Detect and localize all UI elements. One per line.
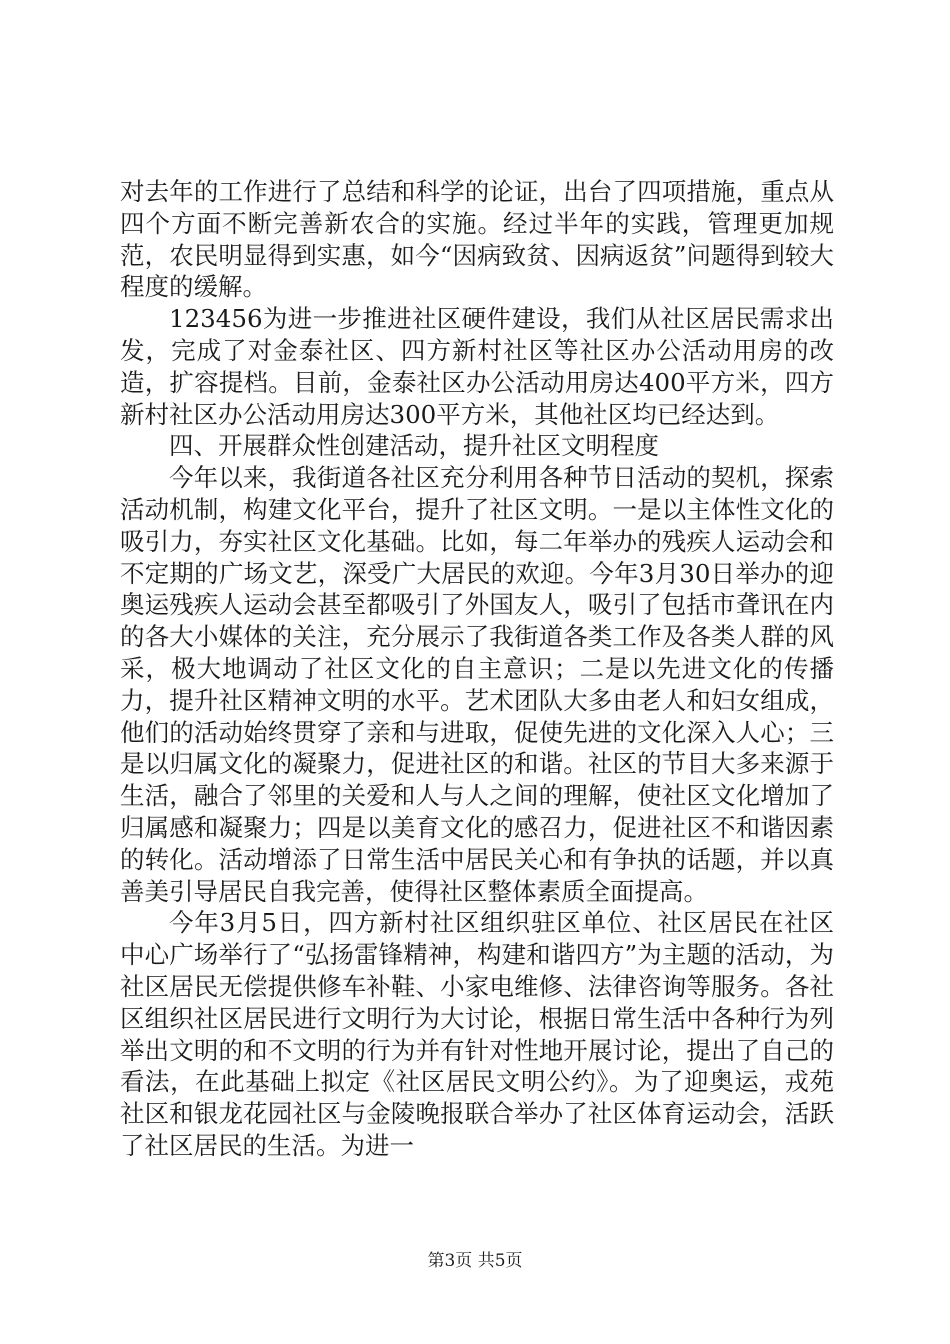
paragraph-hardware-construction: 123456为进一步推进社区硬件建设，我们从社区居民需求出发，完成了对金泰社区、四方新村社区等社区办公活动用房的改造，扩容提档。目前，金泰社区办公活动用房达400平方米，四方新村社区办公活动用房达300平方米，其他社区均已经达到。 [120, 304, 834, 429]
paragraph-lei-feng-event: 今年3月5日，四方新村社区组织驻区单位、社区居民在社区中心广场举行了“弘扬雷锋精神，构建和谐四方”为主题的活动，为社区居民无偿提供修车补鞋、小家电维修、法律咨询等服务。各社区组织社区居民进行文明行为大讨论，根据日常生活中各种行为列举出文明的和不文明的行为并有针对性地开展讨论，提出了自己的看法，在此基础上拟定《社区居民文明公约》。为了迎奥运，戎苑社区和银龙花园社区与金陵晚报联合举办了社区体育运动会，活跃了社区居民的生活。为进一 [120, 908, 834, 1160]
paragraph-continuation: 对去年的工作进行了总结和科学的论证，出台了四项措施，重点从四个方面不断完善新农合的实施。经过半年的实践，管理更加规范，农民明显得到实惠，如今“因病致贫、因病返贫”问题得到较大程度的缓解。 [120, 177, 834, 302]
body-text [120, 176, 834, 1162]
section-heading: 四、开展群众性创建活动，提升社区文明程度 [169, 431, 659, 461]
paragraph-culture-activities: 今年以来，我街道各社区充分利用各种节日活动的契机，探索活动机制，构建文化平台，提升了社区文明。一是以主体性文化的吸引力，夯实社区文化基础。比如，每二年举办的残疾人运动会和不定期的广场文艺，深受广大居民的欢迎。今年3月30日举办的迎奥运残疾人运动会甚至都吸引了外国友人，吸引了包括市聋讯在内的各大小媒体的关注，充分展示了我街道各类工作及各类人群的风采，极大地调动了社区文化的自主意识；二是以先进文化的传播力，提升社区精神文明的水平。艺术团队大多由老人和妇女组成，他们的活动始终贯穿了亲和与进取，促使先进的文化深入人心；三是以归属文化的凝聚力，促进社区的和谐。社区的节目大多来源于生活，融合了邻里的关爱和人与人之间的理解，使社区文化增加了归属感和凝聚力；四是以美育文化的感召力，促进社区不和谐因素的转化。活动增添了日常生活中居民关心和有争执的话题，并以真善美引导居民自我完善，使得社区整体素质全面提高。 [120, 463, 834, 906]
page-footer: 第3页 共5页 [427, 1251, 523, 1271]
